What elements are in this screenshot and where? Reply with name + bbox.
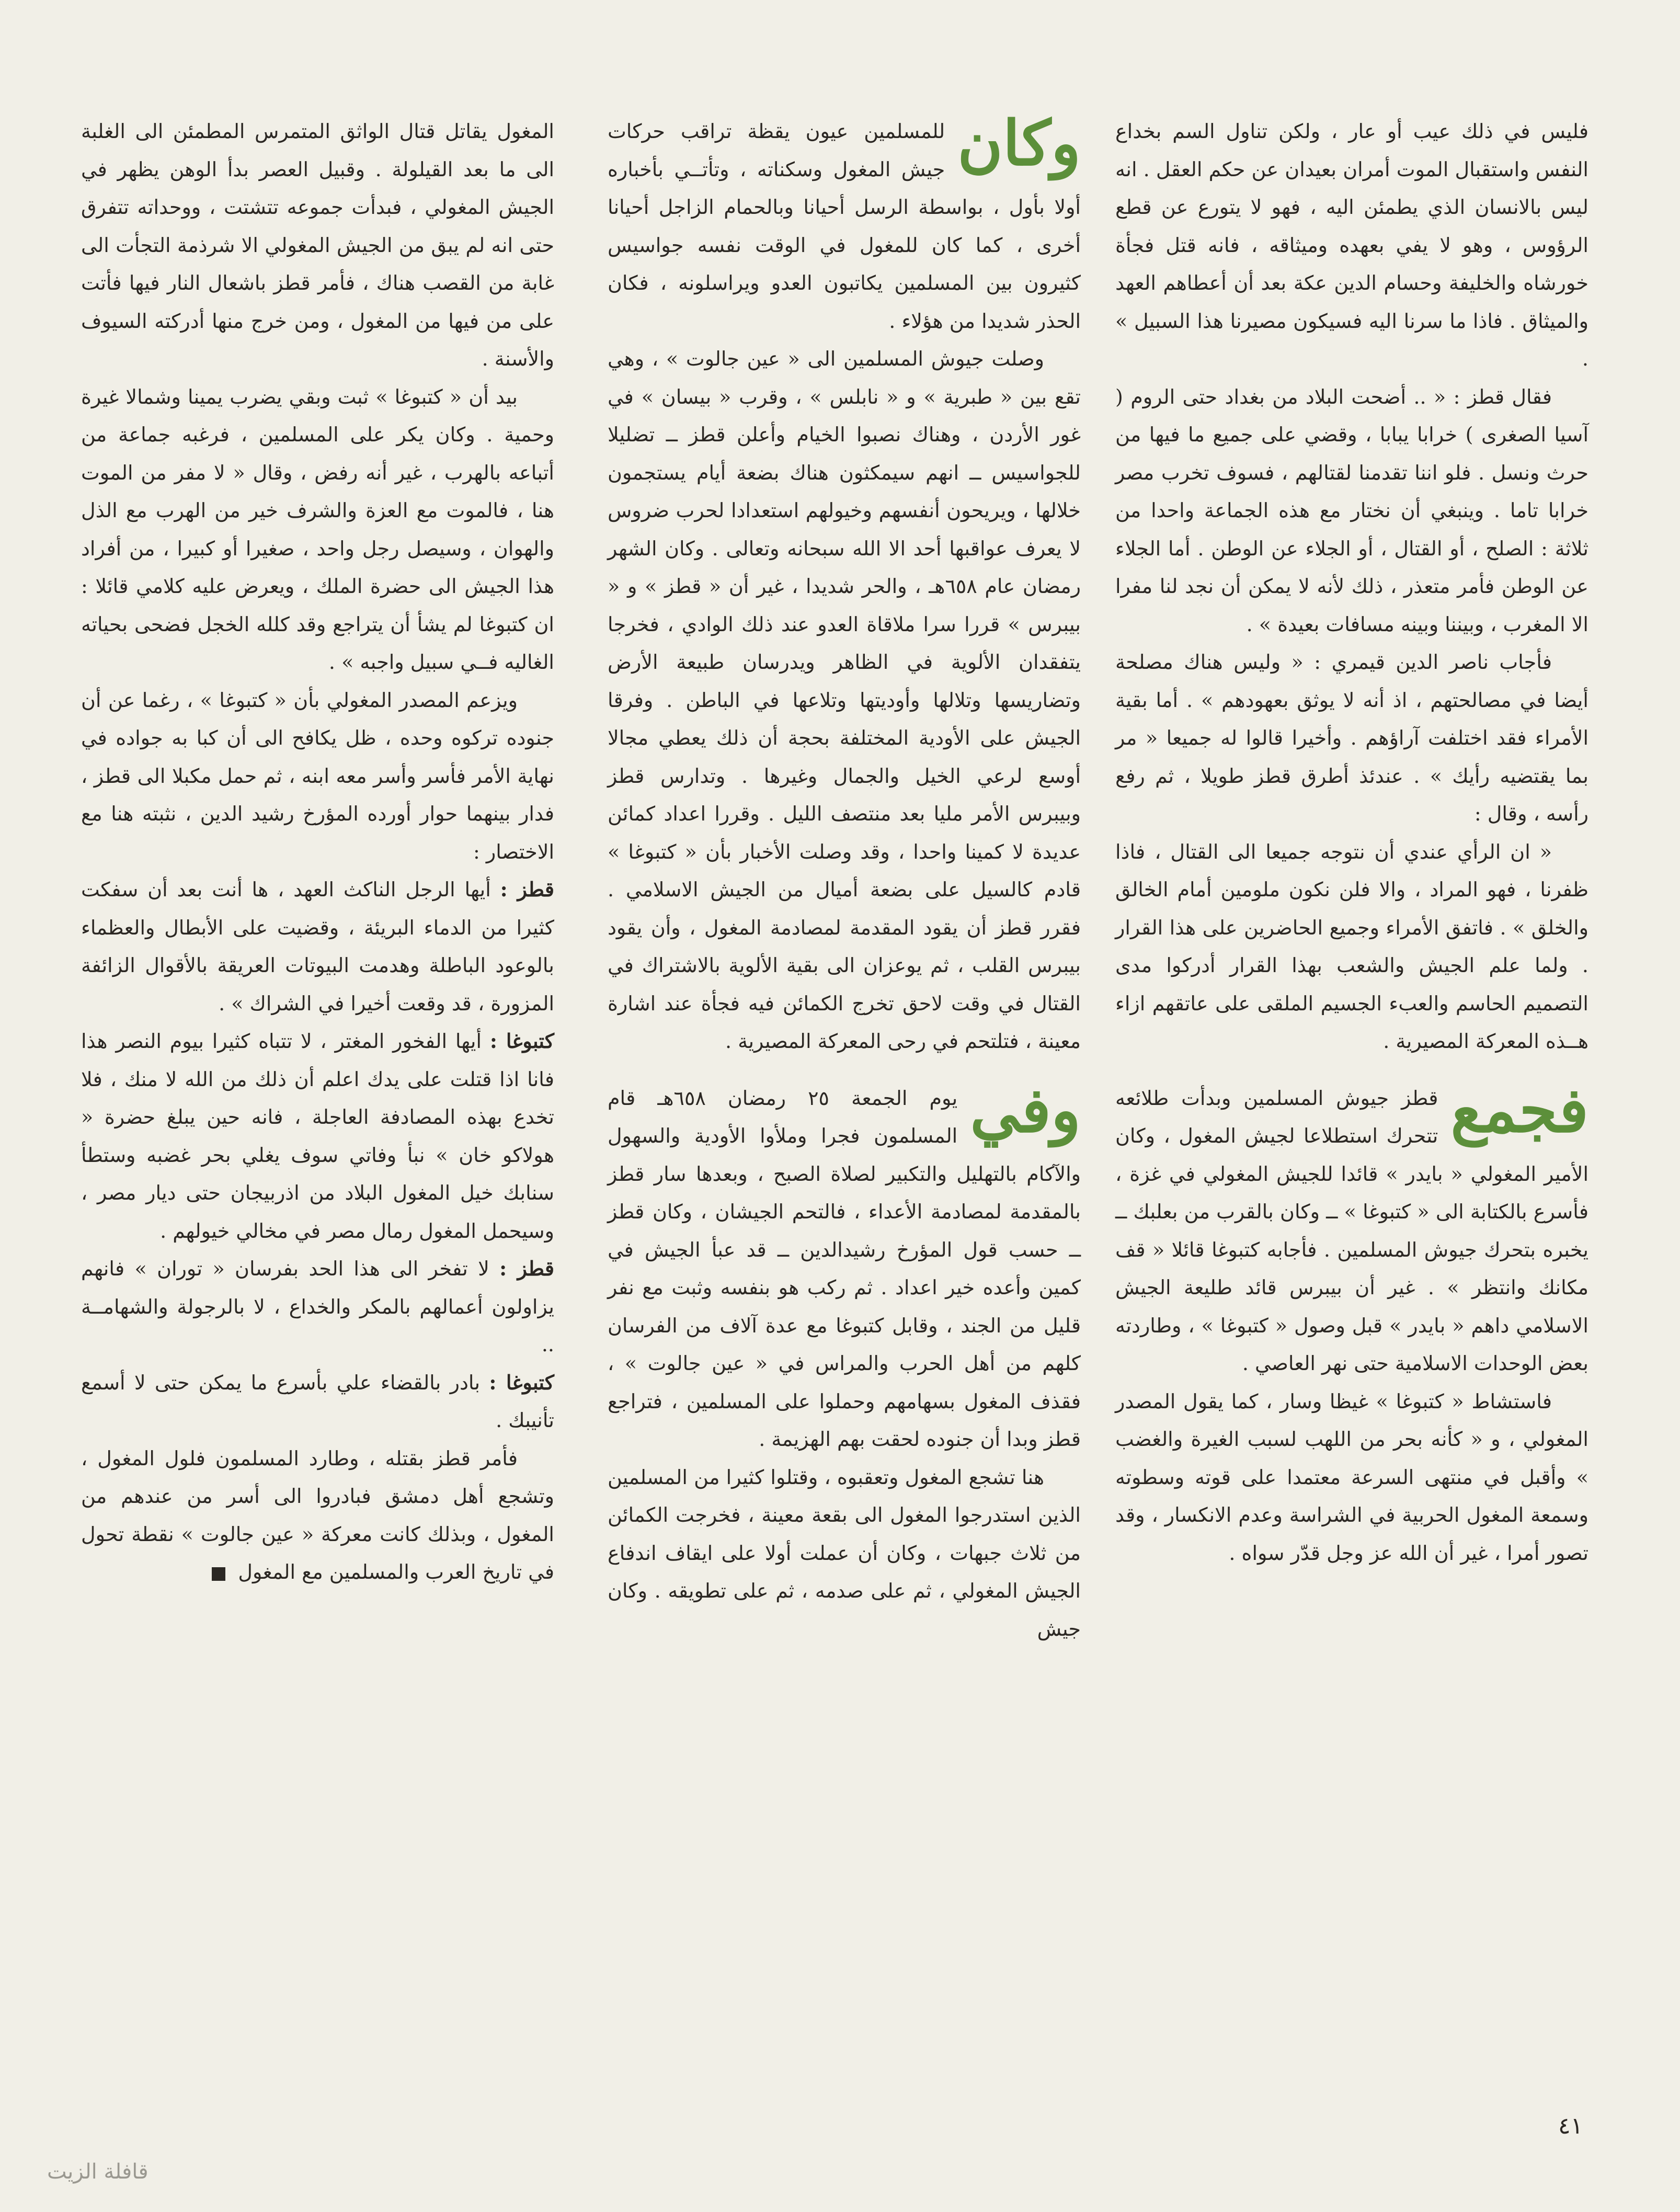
paragraph-text: للمسلمين عيون يقظة تراقب حركات جيش المغول وسكناته ، وتأتــي بأخباره أولا بأول ، بواسطة الرسل أحيانا وبالحمام الزاجل أحيانا أخرى ، كما كان للمغول في الوقت نفسه جواسيس كثيرون بين المسلمين يكاتبون العدو ويراسلونه ، فكان الحذر شديدا من هؤلاء . xyxy=(608,120,1081,333)
speaker-name: قطز : xyxy=(499,1257,554,1280)
dropcap-word: فجمع xyxy=(1450,1073,1588,1146)
paragraph: هنا تشجع المغول وتعقبوه ، وقتلوا كثيرا من المسلمين الذين استدرجوا المغول الى بقعة معينة ، فخرجت الكمائن من ثلاث جبهات ، وكان أن عملت أولا على ايقاف اندفاع الجيش المغولي ، ثم على صدمه ، ثم على تطويقه . وكان جيش xyxy=(608,1465,1081,1640)
paragraph: « ان الرأي عندي أن نتوجه جميعا الى القتال ، فاذا ظفرنا ، فهو المراد ، والا فلن نكون ملومين أمام الخالق والخلق » . فاتفق الأمراء وجميع الحاضرين على هذا القرار . ولما علم الجيش والشعب بهذا القرار أدركوا مدى التصميم الحاسم والعبء الجسيم الملقى على عاتقهم ازاء هــذه المعركة المصيرية . xyxy=(1115,840,1588,1053)
speaker-name: كتبوغا : xyxy=(489,1029,554,1053)
paragraph: فاستشاط « كتبوغا » غيظا وسار ، كما يقول المصدر المغولي ، و « كأنه بحر من اللهب لسبب الغيرة والغضب » وأقبل في منتهى السرعة معتمدا على قوته وسطوته وسمعة المغول الحربية في الشراسة وعدم الانكسار ، وقد تصور أمرا ، غير أن الله عز وجل قدّر سواه . xyxy=(1115,1389,1588,1565)
article-column-right xyxy=(1115,112,1588,1572)
speaker-name: كتبوغا : xyxy=(489,1370,554,1394)
article-column-middle xyxy=(608,107,1081,1648)
paragraph: فليس في ذلك عيب أو عار ، ولكن تناول السم بخداع النفس واستقبال الموت أمران بعيدان عن حكم العقل . انه ليس بالانسان الذي يطمئن اليه ، فهو لا يتورع عن قطع الرؤوس ، وهو لا يفي بعهده وميثاقه ، فانه قتل فجأة خورشاه والخليفة وحسام الدين عكة بعد أن أعطاهم العهد والميثاق . فاذا ما سرنا اليه فسيكون مصيرنا هذا السبيل » . xyxy=(1115,120,1588,370)
dropcap-word: وكان xyxy=(957,107,1081,179)
dialogue-text: لا تفخر الى هذا الحد بفرسان « توران » فانهم يزاولون أعمالهم بالمكر والخداع ، لا بالرجولة والشهامــة .. xyxy=(81,1257,554,1356)
paragraph: وصلت جيوش المسلمين الى « عين جالوت » ، وهي تقع بين « طبرية » و « نابلس » ، وقرب « بيسان » في غور الأردن ، وهناك نصبوا الخيام وأعلن قطز ــ تضليلا للجواسيس ــ انهم سيمكثون هناك بضعة أيام يستجمون خلالها ، ويريحون أنفسهم وخيولهم استعدادا لحرب ضروس لا يعرف عواقبها أحد الا الله سبحانه وتعالى . وكان الشهر رمضان عام ٦٥٨هـ ، والحر شديدا ، غير أن « قطز » و « بيبرس » قررا سرا ملاقاة العدو عند ذلك الوادي ، فخرجا يتفقدان الألوية في الظاهر ويدرسان طبيعة الأرض وتضاريسها وتلالها وأوديتها وتلاعها في الباطن . وفرقا الجيش على الأودية المختلفة بحجة أن ذلك يعطي مجالا أوسع لرعي الخيل والجمال وغيرها . وتدارس قطز وبيبرس الأمر مليا بعد منتصف الليل . وقررا اعداد كمائن عديدة لا كمينا واحدا ، وقد وصلت الأخبار بأن « كتبوغا » قادم كالسيل على بضعة أميال من الجيش الاسلامي . فقرر قطز أن يقود المقدمة لمصادمة المغول ، وأن يقود بيبرس القلب ، ثم يوعزان الى بقية الألوية بالاشتراك في القتال في وقت لاحق تخرج الكمائن فيه فجأة عند اشارة معينة ، فتلتحم في رحى المعركة المصيرية . xyxy=(608,347,1081,1053)
dialogue-line xyxy=(81,1364,554,1440)
dialogue-line xyxy=(81,1250,554,1364)
speaker-name: قطز : xyxy=(500,877,554,901)
paragraph-with-dropcap xyxy=(608,1073,1081,1458)
dialogue-text: أيها الرجل الناكث العهد ، ها أنت بعد أن سفكت كثيرا من الدماء البريئة ، وقضيت على الأبطال والعظماء بالوعود الباطلة وهدمت البيوتات العريقة بالأقوال الزائفة المزورة ، قد وقعت أخيرا في الشراك » . xyxy=(81,878,554,1015)
paragraph: بيد أن « كتبوغا » ثبت وبقي يضرب يمينا وشمالا غيرة وحمية . وكان يكر على المسلمين ، فرغبه جماعة من أتباعه بالهرب ، غير أنه رفض ، وقال « لا مفر من الموت هنا ، فالموت مع العزة والشرف خير من الهرب مع الذل والهوان ، وسيصل رجل واحد ، صغيرا أو كبيرا ، من أفراد هذا الجيش الى حضرة الملك ، ويعرض عليه كلامي قائلا : ان كتبوغا لم يشأ أن يتراجع وقد كلله الخجل فضحى بحياته الغاليه فــي سبيل واجبه » . xyxy=(81,385,554,674)
article-column-left xyxy=(81,112,554,1591)
dropcap-word: وفي xyxy=(970,1073,1081,1146)
end-of-article-square-icon xyxy=(212,1567,225,1581)
dialogue-line xyxy=(81,871,554,1022)
page-number: ٤١ xyxy=(1558,2113,1583,2139)
paragraph: ويزعم المصدر المغولي بأن « كتبوغا » ، رغما عن أن جنوده تركوه وحده ، ظل يكافح الى أن كبا به جواده في نهاية الأمر فأسر وأسر معه ابنه ، ثم حمل مكبلا الى قطز ، فدار بينهما حوار أورده المؤرخ رشيد الدين ، نثبته هنا مع الاختصار : xyxy=(81,688,554,863)
paragraph: فأجاب ناصر الدين قيمري : « وليس هناك مصلحة أيضا في مصالحتهم ، اذ أنه لا يوثق بعهودهم » . أما بقية الأمراء فقد اختلفت آراؤهم . وأخيرا قالوا له جميعا « مر بما يقتضيه رأيك » . عندئذ أطرق قطز طويلا ، ثم رفع رأسه ، وقال : xyxy=(1115,651,1588,825)
dialogue-line xyxy=(81,1022,554,1250)
paragraph-with-dropcap xyxy=(608,107,1081,340)
paragraph-text: فأمر قطز بقتله ، وطارد المسلمون فلول المغول ، وتشجع أهل دمشق فبادروا الى أسر من عندهم من المغول ، وبذلك كانت معركة « عين جالوت » نقطة تحول في تاريخ العرب والمسلمين مع المغول xyxy=(81,1446,554,1583)
footer-magazine-name: قافلة الزيت xyxy=(47,2160,148,2184)
dialogue-text: أيها الفخور المغتر ، لا تتباه كثيرا بيوم النصر هذا فانا اذا قتلت على يدك اعلم أن ذلك من الله لا منك ، فلا تخدع بهذه المصادفة العاجلة ، فانه حين يبلغ حضرة « هولاكو خان » نبأ وفاتي سوف يغلي بحر غضبه وستطأ سنابك خيل المغول البلاد من اذربيجان حتى ديار مصر ، وسيحمل المغول رمال مصر في مخالي خيولهم . xyxy=(81,1030,554,1242)
paragraph xyxy=(81,1440,554,1591)
dialogue-text: بادر بالقضاء علي بأسرع ما يمكن حتى لا أسمع تأنيبك . xyxy=(81,1371,554,1432)
paragraph: المغول يقاتل قتال الواثق المتمرس المطمئن الى الغلبة الى ما بعد القيلولة . وقبيل العصر بدأ الوهن يظهر في الجيش المغولي ، فبدأت جموعه تتشتت ، ووحداته تتفرق حتى انه لم يبق من الجيش المغولي الا شرذمة التجأت الى غابة من القصب هناك ، فأمر قطز باشعال النار فيها فأتت على من فيها من المغول ، ومن خرج منها أدركته السيوف والأسنة . xyxy=(81,120,554,370)
paragraph-with-dropcap xyxy=(1115,1073,1588,1383)
paragraph: فقال قطز : « .. أضحت البلاد من بغداد حتى الروم ( آسيا الصغرى ) خرابا يبابا ، وقضي على جميع ما فيها من حرث ونسل . فلو اننا تقدمنا لقتالهم ، فسوف تخرب مصر خرابا تاما . وينبغي أن نختار مع هذه الجماعة واحدا من ثلاثة : الصلح ، أو القتال ، أو الجلاء عن الوطن . أما الجلاء عن الوطن فأمر متعذر ، ذلك لأنه لا يمكن أن نجد لنا مفرا الا المغرب ، وبيننا وبينه مسافات بعيدة » . xyxy=(1115,385,1588,636)
paragraph-text: يوم الجمعة ٢٥ رمضان ٦٥٨هـ قام المسلمون فجرا وملأوا الأودية والسهول والآكام بالتهليل والتكبير لصلاة الصبح ، وبعدها سار قطز بالمقدمة لمصادمة الأعداء ، فالتحم الجيشان ، وكان قطز ــ حسب قول المؤرخ رشيدالدين ــ قد عبأ الجيش في كمين وأعده خير اعداد . ثم ركب هو بنفسه وثبت مع نفر قليل من الجند ، وقابل كتبوغا مع عدة آلاف من الفرسان كلهم من أهل الحرب والمراس في « عين جالوت » ، فقذف المغول بسهامهم وحملوا على المسلمين ، فتراجع قطز وبدا أن جنوده لحقت بهم الهزيمة . xyxy=(608,1086,1081,1451)
paragraph-text: قطز جيوش المسلمين وبدأت طلائعه تتحرك استطلاعا لجيش المغول ، وكان الأمير المغولي « بايدر » قائدا للجيش المغولي في غزة ، فأسرع بالكتابة الى « كتبوغا » ــ وكان بالقرب من بعلبك ــ يخبره بتحرك جيوش المسلمين . فأجابه كتبوغا قائلا « قف مكانك وانتظر » . غير أن بيبرس قائد طليعة الجيش الاسلامي داهم « بايدر » قبل وصول « كتبوغا » ، وطاردته بعض الوحدات الاسلامية حتى نهر العاصي . xyxy=(1115,1086,1588,1375)
